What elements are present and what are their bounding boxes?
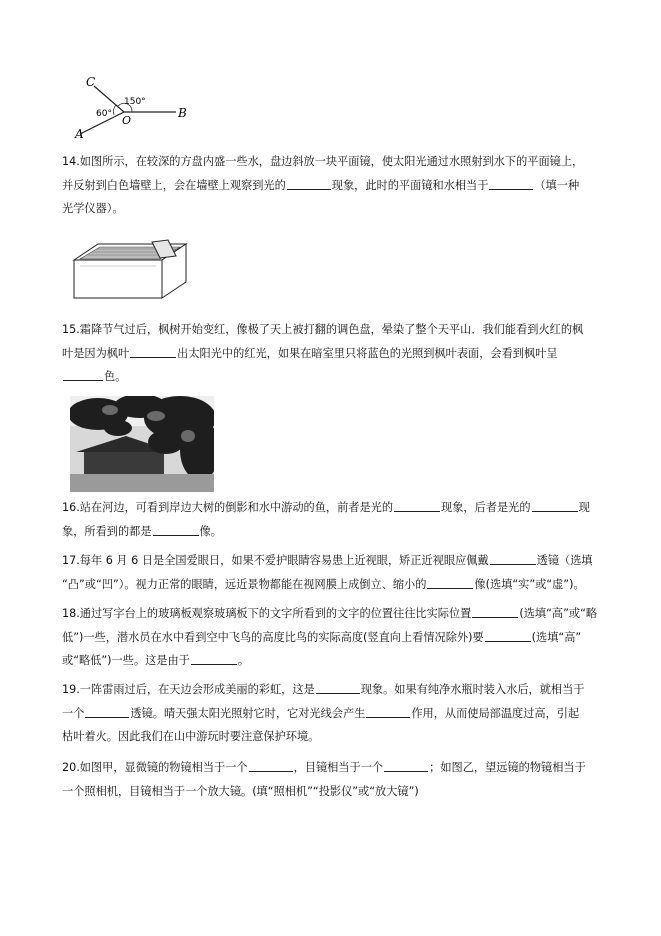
q19-line2b: 透镜。晴天强太阳光照射它时，它对光线会产生 — [130, 706, 366, 720]
q16-line2b: 像。 — [199, 524, 222, 538]
q19-line1b: 现象。如果有纯净水瓶时装入水后，就相当于 — [360, 683, 585, 696]
q20-blank-1[interactable] — [249, 759, 293, 772]
q17-blank-2[interactable] — [427, 576, 473, 589]
q19-blank-2[interactable] — [85, 705, 129, 718]
q14-line1: 14.如图所示，在较深的方盘内盛一些水，盘边斜放一块平面镜，使太阳光通过水照射到水下的平面镜上， — [62, 155, 584, 168]
q18-line2b: (选填“高” — [531, 630, 582, 644]
angle-60-label: 60° — [96, 109, 112, 119]
q18-blank-2[interactable] — [485, 629, 531, 642]
q19-blank-1[interactable] — [316, 681, 360, 694]
q15-blank-1[interactable] — [130, 345, 176, 358]
question-18 — [62, 602, 610, 673]
q16-blank-3[interactable] — [153, 523, 199, 536]
q17-line1a: 17.每年 6 月 6 日是全国爱眼日，如果不爱护眼睛容易患上近视眼，矫正近视眼应佩戴 — [62, 554, 489, 567]
q20-line2: 一个照相机，目镜相当于一个放大镜。(填“照相机”“投影仪”或“放大镜”) — [62, 784, 419, 798]
q18-blank-3[interactable] — [191, 652, 237, 665]
q20-blank-2[interactable] — [384, 759, 428, 772]
water-tray-mirror-figure — [68, 238, 190, 304]
q14-blank-2[interactable] — [489, 177, 533, 190]
q19-line2a: 一个 — [62, 706, 85, 720]
q19-line1a: 19.一阵雷雨过后，在天边会形成美丽的彩虹，这是 — [62, 683, 315, 696]
q17-line1b: 透镜（选填 — [536, 554, 593, 567]
q19-line3: 枯叶着火。因此我们在山中游玩时要注意保护环境。 — [62, 730, 320, 743]
q17-blank-1[interactable] — [490, 552, 536, 565]
q14-line2a: 并反射到白色墙壁上，会在墙壁上观察到光的 — [62, 178, 286, 192]
question-15 — [62, 318, 610, 389]
q19-blank-3[interactable] — [366, 705, 410, 718]
question-20 — [62, 756, 610, 803]
question-19 — [62, 678, 610, 749]
label-b: B — [178, 106, 187, 120]
q18-line3b: 。 — [237, 654, 250, 667]
q15-line3b: 色。 — [104, 370, 127, 383]
q15-line1: 15.霜降节气过后，枫树开始变红，像极了天上被打翻的调色盘，晕染了整个天平山．我们能看到火红的枫 — [62, 323, 584, 336]
reflection-angle-diagram — [66, 68, 198, 140]
q20-line1b: ，目镜相当于一个 — [293, 761, 384, 774]
q15-blank-2[interactable] — [63, 368, 103, 381]
q15-line2b: 出太阳光中的红光，如果在暗室里只将蓝色的光照到枫叶表面，会看到枫叶呈 — [177, 346, 558, 360]
q18-line1a: 18.通过写字台上的玻璃板观察玻璃板下的文字所看到的文字的位置往往比实际位置 — [62, 607, 472, 620]
angle-150-label: 150° — [124, 97, 146, 107]
q18-line1b: (选填“高”或“略 — [519, 607, 598, 620]
q16-line2a: 象，所看到的都是 — [62, 524, 152, 538]
q17-line2b: 像(选填“实”或“虚”)。 — [474, 577, 585, 591]
q17-line2a: “凸”或“凹”）。视力正常的眼睛，远近景物都能在视网膜上成倒立、缩小的 — [62, 577, 427, 591]
q14-line2b: 现象，此时的平面镜和水相当于 — [331, 178, 489, 192]
label-o: O — [122, 114, 132, 127]
q16-line1a: 16.站在河边，可看到岸边大树的倒影和水中游动的鱼，前者是光的 — [62, 501, 394, 514]
q20-line1a: 20.如图甲，显微镜的物镜相当于一个 — [62, 761, 248, 774]
q14-line2c: （填一种 — [534, 178, 580, 192]
q18-line3a: 或“略低”)一些。这是由于 — [62, 654, 190, 667]
label-c: C — [86, 75, 96, 89]
q20-line1c: ；如图乙，望远镜的物镜相当于 — [429, 761, 586, 774]
q15-line2a: 叶是因为枫叶 — [62, 346, 130, 360]
question-16 — [62, 496, 610, 543]
q16-blank-1[interactable] — [394, 499, 440, 512]
label-a: A — [75, 127, 84, 140]
q18-blank-1[interactable] — [472, 605, 518, 618]
q18-line2a: 低”)一些，潜水员在水中看到空中飞鸟的高度比鸟的实际高度(竖直向上看情况除外)要 — [62, 630, 484, 644]
q16-blank-2[interactable] — [532, 499, 578, 512]
maple-tree-photo — [70, 396, 214, 492]
question-17 — [62, 549, 610, 596]
q14-line3: 光学仪器）。 — [62, 202, 124, 215]
question-14 — [62, 150, 610, 221]
q14-blank-1[interactable] — [287, 177, 331, 190]
q16-line1c: 现 — [578, 501, 590, 514]
q19-line2c: 作用，从而使局部温度过高，引起 — [411, 706, 580, 720]
q16-line1b: 现象，后者是光的 — [441, 501, 531, 514]
